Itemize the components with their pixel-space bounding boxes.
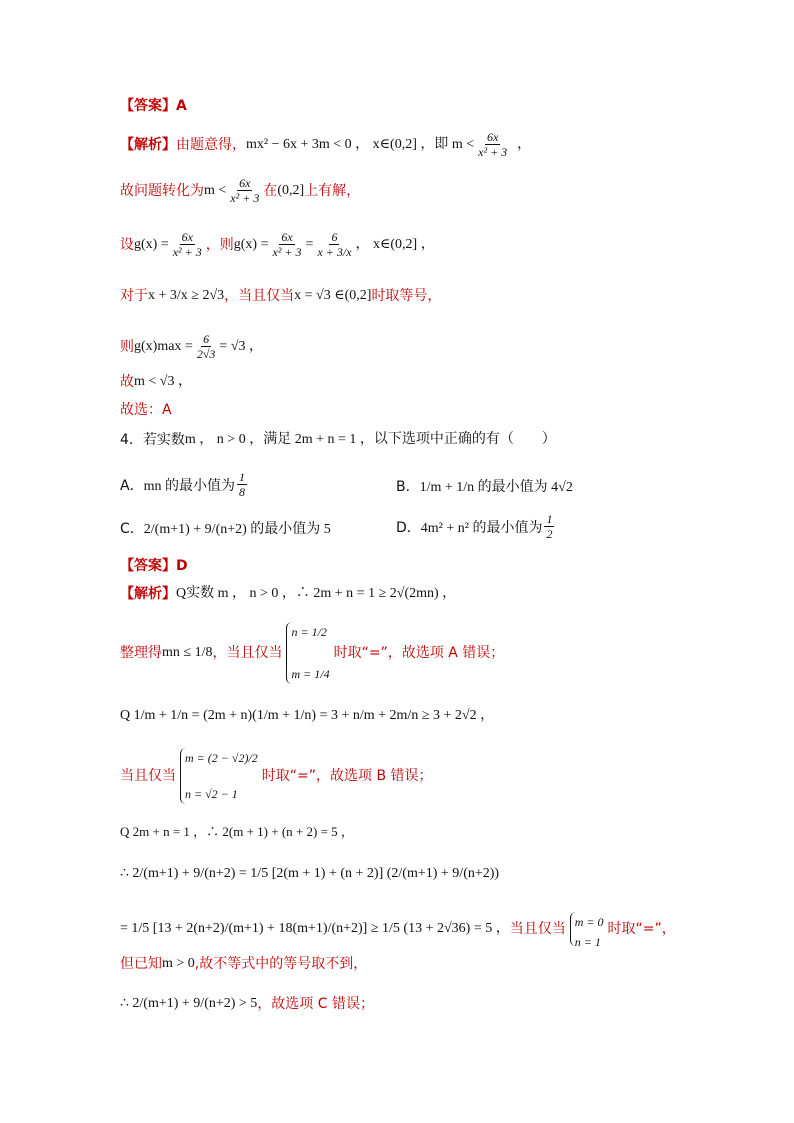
math-expression: ∴ 2/(m+1) + 9/(n+2) = 1/5 [2(m + 1) + (n + 2)] (2/(m+1) + 9/(n+2)) <box>120 866 500 881</box>
brace-system: m = 0 n = 1 <box>570 912 604 946</box>
math-expression: Q 1/m + 1/n = (2m + n)(1/m + 1/n) = 3 + n/m + 2m/n ≥ 3 + 2√2 ， <box>120 708 495 723</box>
math-expression: m < <box>204 182 227 198</box>
analysis-line-5 <box>120 332 263 361</box>
analysis-text: 故问题转化为 <box>120 182 204 199</box>
math-expression: Q实数 m ， n > 0 ，∴ 2m + n = 1 ≥ 2√(2mn) ， <box>176 586 457 601</box>
option-label: A． <box>120 477 144 494</box>
solution-line-7 <box>120 912 676 949</box>
analysis-line-4 <box>120 286 441 306</box>
analysis-text: 对于 <box>120 288 148 304</box>
solution-line-5 <box>120 822 354 842</box>
math-expression: g(x)max = <box>134 338 193 354</box>
fraction: $\frac{6}{2√3}$ <box>196 332 216 361</box>
math-expression: ∴ 2/(m+1) + 9/(n+2) > 5 <box>120 996 258 1011</box>
math-equals: = <box>305 236 314 252</box>
solution-line-9 <box>120 994 374 1014</box>
solution-line-6 <box>120 864 499 884</box>
analysis-line-7 <box>120 400 172 420</box>
option-text: 4m² + n² 的最小值为 <box>420 520 543 536</box>
solution-line-8 <box>120 954 367 974</box>
analysis-text: 则 <box>120 338 134 355</box>
fraction: $\frac{1}{2}$ <box>546 512 553 541</box>
analysis-text: 当且仅当 <box>120 768 176 784</box>
math-expression: mx² − 6x + 3m < 0 ， x∈(0,2] ，即 m < <box>246 136 475 152</box>
answer-tag: 【答案】D <box>120 558 188 574</box>
analysis-text: 当且仅当 <box>509 921 566 937</box>
option-label: D． <box>396 519 421 536</box>
solution-line-2 <box>120 620 504 686</box>
answer-line-1 <box>120 96 187 116</box>
math-expression: Q 2m + n = 1 ，∴ 2(m + 1) + (n + 2) = 5 ， <box>120 824 354 839</box>
analysis-line-2 <box>120 176 360 205</box>
fraction: $\frac{6x}{\text{x² + 3}}$ <box>272 230 302 259</box>
fraction: $\frac{1}{8}$ <box>238 470 245 499</box>
fraction: $\frac{6}{x + 3/x}$ <box>317 230 352 259</box>
option-text: 1/m + 1/n 的最小值为 4√2 <box>419 480 573 495</box>
option-text: 2/(m+1) + 9/(n+2) 的最小值为 5 <box>143 522 331 537</box>
math-expression: mn ≤ 1/8 <box>162 645 213 660</box>
option-b <box>396 476 573 496</box>
brace-system: m = (2 − √2)/2 n = √2 − 1 <box>180 748 258 804</box>
math-expression: x + 3/x ≥ 2√3 <box>148 288 225 303</box>
math-expression: g(x) = <box>134 236 169 252</box>
analysis-line-6 <box>120 372 192 392</box>
solution-line-1 <box>120 584 456 604</box>
analysis-text: ，当且仅当 <box>212 645 283 661</box>
brace-system: n = 1/2 m = 1/4 <box>286 622 329 684</box>
math-interval: (0,2] <box>277 182 305 198</box>
analysis-text: ，则 <box>205 236 234 253</box>
math-expression: x = √3 ∈(0,2] <box>294 288 372 303</box>
option-label: B． <box>396 479 420 495</box>
answer-tag: 【答案】A <box>120 98 187 114</box>
fraction: $\frac{6x}{\text{x² + 3}}$ <box>478 130 508 159</box>
analysis-text: 时取等号， <box>371 288 442 304</box>
option-d <box>396 512 556 541</box>
math-expression: m < √3 ， <box>134 374 192 389</box>
math-expression: g(x) = <box>233 236 269 252</box>
analysis-text: ,故不等式中的等号取不到， <box>194 956 368 972</box>
option-a <box>120 470 249 499</box>
math-expression: ， x∈(0,2] ， <box>355 236 435 252</box>
math-expression: = 1/5 [13 + 2(n+2)/(m+1) + 18(m+1)/(n+2)] ≥ 1/5 (13 + 2√36) = 5 ， <box>120 921 510 936</box>
option-c <box>120 518 331 538</box>
option-text: mn 的最小值为 <box>143 478 235 494</box>
analysis-text: 上有解， <box>304 182 361 199</box>
fraction: $\frac{6x}{\text{x² + 3}}$ <box>172 230 202 259</box>
analysis-tag: 【解析】 <box>120 136 176 153</box>
math-expression: = √3 ， <box>219 338 264 354</box>
analysis-text: 故选：A <box>120 402 172 418</box>
analysis-text: 由题意得， <box>176 136 246 153</box>
analysis-text: 时取“=”，故选项 A 错误； <box>333 645 505 661</box>
solution-line-3 <box>120 706 494 726</box>
option-label: C． <box>120 521 144 537</box>
analysis-text: ，当且仅当 <box>224 288 295 304</box>
answer-line-2 <box>120 556 188 576</box>
analysis-text: 时取“=”，故选项 B 错误； <box>261 768 433 784</box>
analysis-text: 设 <box>120 236 134 253</box>
analysis-text: 整理得 <box>120 645 162 661</box>
analysis-line-3 <box>120 230 435 259</box>
analysis-text: 但已知 <box>120 956 162 972</box>
analysis-text: ，故选项 C 错误； <box>257 996 374 1012</box>
fraction: $\frac{6x}{\text{x² + 3}}$ <box>230 176 260 205</box>
question-math: m ， n > 0 ，满足 2m + n = 1 ，以下选项中正确的有（ ） <box>184 432 556 447</box>
analysis-line-1 <box>120 130 531 159</box>
analysis-tag: 【解析】 <box>120 586 176 602</box>
analysis-text: 时取“=”， <box>607 921 676 937</box>
solution-line-4 <box>120 746 433 806</box>
question-text: 4．若实数 <box>120 432 185 448</box>
question-4-stem <box>120 430 556 450</box>
analysis-text: 故 <box>120 374 134 390</box>
analysis-text: 在 <box>263 182 278 199</box>
punct: ， <box>517 136 532 152</box>
math-expression: m > 0 <box>162 956 195 971</box>
